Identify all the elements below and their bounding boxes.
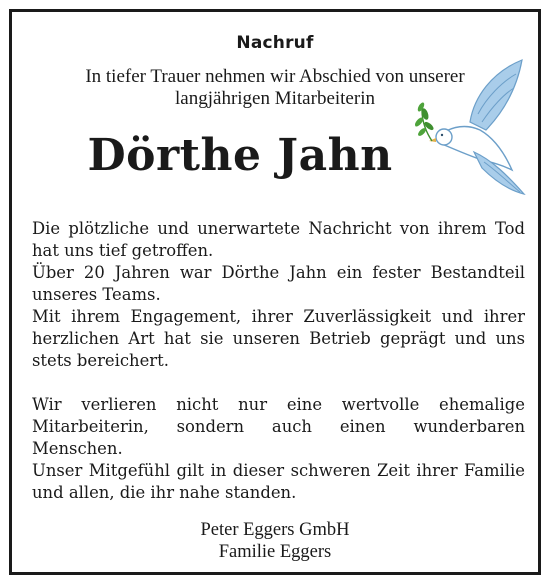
notice-heading: Nachruf (236, 33, 314, 53)
intro-line-1: In tiefer Trauer nehmen wir Abschied von unserer (85, 66, 465, 87)
notice-frame (9, 9, 541, 575)
signature-family: Familie Eggers (218, 542, 332, 562)
paragraph-years: Über 20 Jahren war Dörthe Jahn ein fester Bestandteil unseres Teams. (32, 263, 525, 304)
signature-company: Peter Eggers GmbH (200, 520, 350, 540)
paragraph-engagement: Mit ihrem Engagement, ihrer Zuverlässigkeit und ihrer herzlichen Art hat sie unseren Betrieb geprägt und uns stets bereichert. (32, 307, 525, 370)
paragraph-sympathy: Unser Mitgefühl gilt in dieser schweren Zeit ihrer Familie und allen, die ihr nahe standen. (32, 461, 525, 502)
dove-with-olive-branch-icon (412, 52, 532, 202)
deceased-name: Dörthe Jahn (87, 130, 393, 181)
notice-body (32, 218, 525, 504)
intro-line-2: langjährigen Mitarbeiterin (175, 88, 375, 109)
paragraph-news: Die plötzliche und unerwartete Nachricht von ihrem Tod hat uns tief getroffen. (32, 219, 525, 260)
signature-block (12, 519, 538, 563)
paragraph-loss: Wir verlieren nicht nur eine wertvolle ehemalige Mitarbeiterin, sondern auch einen wunderbaren Menschen. (32, 395, 525, 458)
